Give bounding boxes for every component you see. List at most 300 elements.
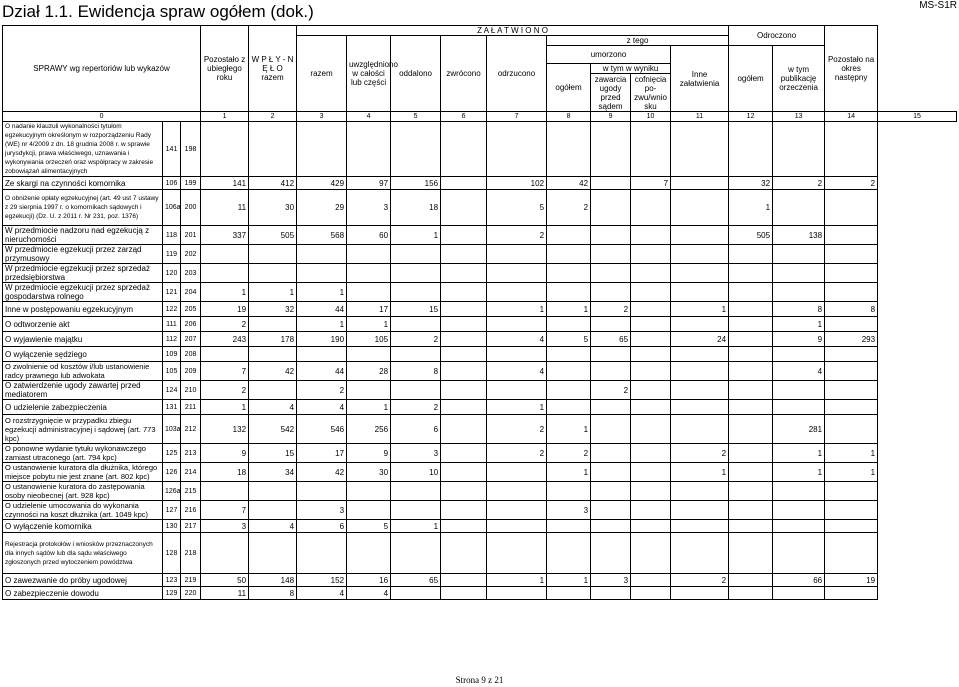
cell-value: 30: [249, 190, 297, 226]
cell-value: 8: [773, 302, 825, 317]
cell-value: 1: [547, 415, 591, 444]
cell-value: 18: [391, 190, 441, 226]
cell-value: 8: [825, 302, 878, 317]
cell-value: 2: [547, 444, 591, 463]
cell-value: [773, 347, 825, 362]
row-repertorium: 124: [163, 381, 181, 400]
cell-value: [671, 347, 729, 362]
cell-value: 2: [391, 332, 441, 347]
cell-value: [487, 283, 547, 302]
cell-value: 3: [201, 520, 249, 533]
cell-value: [441, 501, 487, 520]
cell-value: [631, 226, 671, 245]
cell-value: [671, 283, 729, 302]
row-number: 217: [181, 520, 201, 533]
cell-value: [391, 533, 441, 574]
cell-value: [591, 400, 631, 415]
column-number: 3: [297, 112, 347, 122]
cell-value: [729, 482, 773, 501]
cell-value: [249, 381, 297, 400]
cell-value: [773, 533, 825, 574]
cell-value: 3: [547, 501, 591, 520]
cell-value: [825, 317, 878, 332]
cell-value: [631, 245, 671, 264]
column-number: 1: [201, 112, 249, 122]
cell-value: [773, 400, 825, 415]
cell-value: [391, 347, 441, 362]
cell-value: 4: [297, 400, 347, 415]
cell-value: [347, 283, 391, 302]
cell-value: [671, 381, 729, 400]
cell-value: [825, 381, 878, 400]
row-number: 206: [181, 317, 201, 332]
cell-value: [297, 122, 347, 177]
header-pozostalo: Pozostało z ubiegłego roku: [201, 26, 249, 112]
page-title: Dział 1.1. Ewidencja spraw ogółem (dok.): [2, 2, 314, 21]
cell-value: 42: [297, 463, 347, 482]
column-number: 9: [591, 112, 631, 122]
cell-value: [547, 264, 591, 283]
cell-value: [825, 415, 878, 444]
cell-value: [441, 226, 487, 245]
cell-value: 2: [487, 444, 547, 463]
cell-value: 1: [773, 444, 825, 463]
cell-value: [201, 347, 249, 362]
cell-value: [631, 332, 671, 347]
row-label: Rejestracja protokołów i wniosków przeznaczonych dla innych sądów lub dla sądu właściwego zgłoszonych przed wytoczeniem powództwa: [3, 533, 163, 574]
header-pozostalo-nastepny: Pozostało na okres następny: [825, 26, 878, 112]
cell-value: [547, 520, 591, 533]
cell-value: [441, 302, 487, 317]
header-uwzgledniono: uwzględniono w całości lub części: [347, 36, 391, 112]
cell-value: [671, 533, 729, 574]
row-label: O obniżenie opłaty egzekucyjnej (art. 49 ust 7 ustawy z 29 sierpnia 1997 r. o komornikach sądowych i egzekucji) (Dz. U. z 2011 r. Nr 231, poz. 1376): [3, 190, 163, 226]
cell-value: 9: [773, 332, 825, 347]
column-number: 7: [487, 112, 547, 122]
cell-value: [825, 587, 878, 600]
cell-value: 1: [547, 463, 591, 482]
cell-value: [347, 347, 391, 362]
cell-value: [201, 122, 249, 177]
row-label: O udzielenie umocowania do wykonania czynności na koszt dłużnika (art. 1049 kpc): [3, 501, 163, 520]
cell-value: 1: [297, 283, 347, 302]
cell-value: 32: [249, 302, 297, 317]
row-label: W przedmiocie egzekucji przez zarząd przymusowy: [3, 245, 163, 264]
cell-value: 4: [249, 520, 297, 533]
header-zwrocono: zwrócono: [441, 36, 487, 112]
header-wtym-wyniku: w tym w wyniku: [591, 64, 671, 74]
cell-value: [773, 283, 825, 302]
cell-value: 16: [347, 574, 391, 587]
cell-value: [591, 226, 631, 245]
row-label: Ze skargi na czynności komornika: [3, 177, 163, 190]
cell-value: [671, 177, 729, 190]
table-row: [3, 190, 957, 226]
cell-value: 152: [297, 574, 347, 587]
cell-value: 3: [347, 190, 391, 226]
cell-value: 15: [391, 302, 441, 317]
cell-value: 2: [201, 381, 249, 400]
cell-value: [671, 501, 729, 520]
cell-value: [825, 226, 878, 245]
row-label: O zabezpieczenie dowodu: [3, 587, 163, 600]
cell-value: [487, 482, 547, 501]
row-repertorium: 122: [163, 302, 181, 317]
row-repertorium: 127: [163, 501, 181, 520]
cell-value: [201, 533, 249, 574]
cell-value: [591, 587, 631, 600]
cell-value: [547, 317, 591, 332]
cell-value: [729, 245, 773, 264]
cell-value: [201, 482, 249, 501]
cell-value: [547, 226, 591, 245]
cell-value: [347, 264, 391, 283]
cell-value: 3: [391, 444, 441, 463]
cell-value: [773, 245, 825, 264]
row-repertorium: 106a: [163, 190, 181, 226]
cell-value: [631, 587, 671, 600]
cell-value: 44: [297, 362, 347, 381]
row-repertorium: 118: [163, 226, 181, 245]
row-repertorium: 121: [163, 283, 181, 302]
cell-value: [487, 501, 547, 520]
header-wtym-publikacje: w tym publikację orzeczenia: [773, 46, 825, 112]
cell-value: 2: [591, 302, 631, 317]
cell-value: 138: [773, 226, 825, 245]
cell-value: 105: [347, 332, 391, 347]
row-label: O odtworzenie akt: [3, 317, 163, 332]
cell-value: [773, 122, 825, 177]
cell-value: [631, 362, 671, 381]
cell-value: [631, 400, 671, 415]
cell-value: [249, 501, 297, 520]
cell-value: 65: [391, 574, 441, 587]
cell-value: [487, 520, 547, 533]
row-label: W przedmiocie egzekucji przez sprzedaż gospodarstwa rolnego: [3, 283, 163, 302]
cell-value: [825, 520, 878, 533]
row-repertorium: 130: [163, 520, 181, 533]
cell-value: [297, 264, 347, 283]
cell-value: 1: [547, 302, 591, 317]
table-header: [3, 26, 957, 122]
cell-value: [773, 520, 825, 533]
cell-value: 2: [773, 177, 825, 190]
cell-value: 1: [391, 520, 441, 533]
cell-value: [441, 587, 487, 600]
cell-value: [441, 520, 487, 533]
table-row: [3, 122, 957, 177]
cell-value: [547, 533, 591, 574]
cell-value: 42: [547, 177, 591, 190]
row-number: 209: [181, 362, 201, 381]
cell-value: [631, 381, 671, 400]
cell-value: [249, 482, 297, 501]
cell-value: [347, 533, 391, 574]
cell-value: [729, 463, 773, 482]
row-number: 219: [181, 574, 201, 587]
cell-value: [671, 245, 729, 264]
header-sprawy: SPRAWY wg repertoriów lub wykazów: [3, 26, 201, 112]
cell-value: [441, 362, 487, 381]
cell-value: 568: [297, 226, 347, 245]
cell-value: [729, 444, 773, 463]
row-repertorium: 128: [163, 533, 181, 574]
cell-value: 4: [487, 332, 547, 347]
cell-value: 412: [249, 177, 297, 190]
cell-value: [441, 533, 487, 574]
cell-value: [729, 264, 773, 283]
header-wplynelo: W P Ł Y - N Ę Ł O razem: [249, 26, 297, 112]
column-number: 2: [249, 112, 297, 122]
cell-value: 5: [487, 190, 547, 226]
row-label: O zawezwanie do próby ugodowej: [3, 574, 163, 587]
row-number: 216: [181, 501, 201, 520]
cell-value: 8: [391, 362, 441, 381]
cell-value: 1: [249, 283, 297, 302]
cell-value: 190: [297, 332, 347, 347]
row-number: 220: [181, 587, 201, 600]
cell-value: [773, 482, 825, 501]
table-row: [3, 400, 957, 415]
cell-value: [631, 520, 671, 533]
cell-value: 15: [249, 444, 297, 463]
cell-value: 542: [249, 415, 297, 444]
cell-value: 132: [201, 415, 249, 444]
header-odrzucono: odrzucono: [487, 36, 547, 112]
cell-value: 2: [671, 444, 729, 463]
cell-value: [441, 190, 487, 226]
cell-value: [391, 501, 441, 520]
table-row: [3, 463, 957, 482]
cell-value: [591, 177, 631, 190]
column-number: 10: [631, 112, 671, 122]
cell-value: 65: [591, 332, 631, 347]
cell-value: 505: [729, 226, 773, 245]
cell-value: [671, 317, 729, 332]
column-number: 8: [547, 112, 591, 122]
cell-value: 1: [487, 574, 547, 587]
cell-value: 32: [729, 177, 773, 190]
table-row: [3, 533, 957, 574]
row-repertorium: 125: [163, 444, 181, 463]
cell-value: 17: [347, 302, 391, 317]
column-number: 4: [347, 112, 391, 122]
cell-value: [441, 400, 487, 415]
cell-value: [391, 587, 441, 600]
cell-value: 141: [201, 177, 249, 190]
cell-value: [591, 245, 631, 264]
cell-value: [487, 347, 547, 362]
cell-value: [487, 463, 547, 482]
cell-value: 18: [201, 463, 249, 482]
cell-value: [487, 122, 547, 177]
table-row: [3, 264, 957, 283]
cell-value: [391, 283, 441, 302]
row-repertorium: 119: [163, 245, 181, 264]
cell-value: [201, 264, 249, 283]
cell-value: 1: [297, 317, 347, 332]
cell-value: [441, 177, 487, 190]
cell-value: 337: [201, 226, 249, 245]
header-cofniecia: cofnięcia po-zwu/wnio sku: [631, 74, 671, 112]
cell-value: [347, 482, 391, 501]
cell-value: [729, 501, 773, 520]
cell-value: [591, 264, 631, 283]
cell-value: 1: [825, 463, 878, 482]
column-number: 11: [671, 112, 729, 122]
cell-value: 2: [591, 381, 631, 400]
cell-value: [631, 283, 671, 302]
cell-value: [249, 122, 297, 177]
cell-value: [547, 245, 591, 264]
table-row: [3, 317, 957, 332]
cell-value: 66: [773, 574, 825, 587]
cell-value: [825, 400, 878, 415]
cell-value: 1: [773, 463, 825, 482]
row-label: O ustanowienie kuratora dla dłużnika, którego miejsce pobytu nie jest znane (art. 802 kpc): [3, 463, 163, 482]
table-row: [3, 332, 957, 347]
row-number: 205: [181, 302, 201, 317]
cell-value: [729, 381, 773, 400]
cell-value: [671, 520, 729, 533]
cell-value: 7: [631, 177, 671, 190]
cell-value: [347, 245, 391, 264]
cell-value: 2: [297, 381, 347, 400]
header-umorzono: umorzono: [547, 46, 671, 64]
cell-value: [347, 381, 391, 400]
cell-value: [547, 362, 591, 381]
cases-table: [2, 25, 957, 600]
column-number: 14: [825, 112, 878, 122]
cell-value: 1: [487, 400, 547, 415]
cell-value: 7: [201, 501, 249, 520]
cell-value: [671, 482, 729, 501]
cell-value: [441, 347, 487, 362]
cell-value: [729, 587, 773, 600]
cell-value: 3: [297, 501, 347, 520]
cell-value: [825, 482, 878, 501]
cell-value: [441, 415, 487, 444]
row-number: 201: [181, 226, 201, 245]
row-label: O wyłączenie komornika: [3, 520, 163, 533]
row-number: 218: [181, 533, 201, 574]
cell-value: 44: [297, 302, 347, 317]
cell-value: [631, 533, 671, 574]
cell-value: [591, 317, 631, 332]
cell-value: [441, 463, 487, 482]
cell-value: [773, 587, 825, 600]
cell-value: 8: [249, 587, 297, 600]
cell-value: 3: [591, 574, 631, 587]
header-odr-ogolem: ogółem: [729, 46, 773, 112]
row-label: O wyłączenie sędziego: [3, 347, 163, 362]
row-repertorium: 131: [163, 400, 181, 415]
cell-value: 1: [201, 283, 249, 302]
cell-value: [547, 283, 591, 302]
cell-value: 546: [297, 415, 347, 444]
row-label: W przedmiocie nadzoru nad egzekucją z nieruchomości: [3, 226, 163, 245]
cell-value: 1: [671, 302, 729, 317]
cell-value: 1: [547, 574, 591, 587]
cell-value: [297, 347, 347, 362]
cell-value: [631, 482, 671, 501]
column-number: 12: [729, 112, 773, 122]
cell-value: 178: [249, 332, 297, 347]
cell-value: [591, 444, 631, 463]
cell-value: [729, 122, 773, 177]
cell-value: [729, 520, 773, 533]
cell-value: 4: [773, 362, 825, 381]
cell-value: [297, 245, 347, 264]
header-inne: Inne załatwienia: [671, 46, 729, 112]
row-number: 208: [181, 347, 201, 362]
cell-value: [201, 245, 249, 264]
header-oddalono: oddalono: [391, 36, 441, 112]
cell-value: 4: [347, 587, 391, 600]
cell-value: 281: [773, 415, 825, 444]
cell-value: [671, 415, 729, 444]
cell-value: [825, 122, 878, 177]
cell-value: 1: [391, 226, 441, 245]
cell-value: 9: [201, 444, 249, 463]
column-number: 6: [441, 112, 487, 122]
cell-value: 2: [825, 177, 878, 190]
cell-value: 2: [487, 415, 547, 444]
cell-value: 1: [347, 317, 391, 332]
cell-value: [487, 533, 547, 574]
cell-value: [347, 122, 391, 177]
cell-value: [441, 381, 487, 400]
cell-value: 1: [487, 302, 547, 317]
cell-value: [773, 381, 825, 400]
cell-value: [547, 122, 591, 177]
header-zalatwiono: Z A Ł A T W I O N O: [297, 26, 729, 36]
cell-value: [441, 482, 487, 501]
column-number: 15: [878, 112, 957, 122]
table-row: [3, 587, 957, 600]
row-repertorium: 141: [163, 122, 181, 177]
cell-value: [671, 226, 729, 245]
cell-value: 4: [297, 587, 347, 600]
cell-value: [591, 122, 631, 177]
cell-value: [591, 362, 631, 381]
cell-value: [825, 501, 878, 520]
cell-value: [441, 122, 487, 177]
row-number: 200: [181, 190, 201, 226]
row-repertorium: 112: [163, 332, 181, 347]
cell-value: [631, 190, 671, 226]
cell-value: [671, 264, 729, 283]
cell-value: [671, 190, 729, 226]
cell-value: 148: [249, 574, 297, 587]
row-repertorium: 106: [163, 177, 181, 190]
row-repertorium: 126: [163, 463, 181, 482]
row-repertorium: 123: [163, 574, 181, 587]
cell-value: [391, 381, 441, 400]
cell-value: [631, 347, 671, 362]
header-odroczono: Odroczono: [729, 26, 825, 46]
cell-value: [591, 283, 631, 302]
table-row: [3, 302, 957, 317]
row-label: W przedmiocie egzekucji przez sprzedaż przedsiębiorstwa: [3, 264, 163, 283]
cell-value: [671, 400, 729, 415]
cell-value: 7: [201, 362, 249, 381]
row-number: 203: [181, 264, 201, 283]
cell-value: 11: [201, 587, 249, 600]
cell-value: [297, 482, 347, 501]
cell-value: [825, 533, 878, 574]
header-razem: razem: [297, 36, 347, 112]
